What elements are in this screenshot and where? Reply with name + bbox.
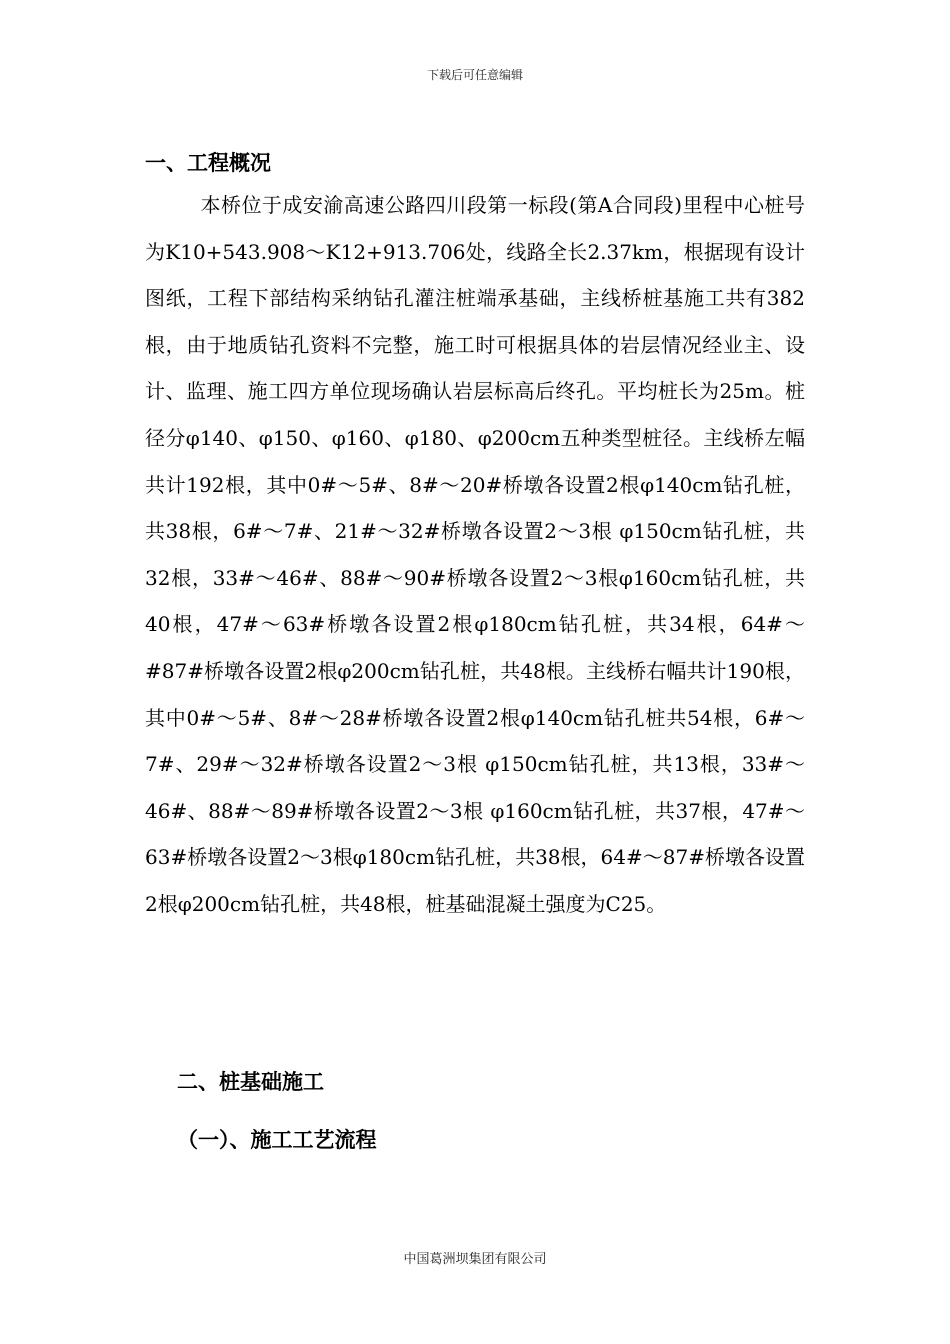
section-heading-pile-foundation: 二、桩基础施工 [177,1070,324,1094]
overview-paragraph [145,182,805,928]
section-heading-overview: 一、工程概况 [145,151,271,175]
overview-paragraph-text: 本桥位于成安渝高速公路四川段第一标段(第A合同段)里程中心桩号为K10+543.908～K12+913.706处，线路全长2.37km，根据现有设计图纸，工程下部结构采纳钻孔灌注桩端承基础，主线桥桩基施工共有382根，由于地质钻孔资料不完整，施工时可根据具体的岩层情况经业主、设计、监理、施工四方单位现场确认岩层标高后终孔。平均桩长为25m。桩径分φ140、φ150、φ160、φ180、φ200cm五种类型桩径。主线桥左幅共计192根，其中0#～5#、8#～20#桥墩各设置2根φ140cm钻孔桩，共38根，6#～7#、21#～32#桥墩各设置2～3根 φ150cm钻孔桩，共32根，33#～46#、88#～90#桥墩各设置2～3根φ160cm钻孔桩，共40根，47#～63#桥墩各设置2根φ180cm钻孔桩，共34根，64#～#87#桥墩各设置2根φ200cm钻孔桩，共48根。主线桥右幅共计190根，其中0#～5#、8#～28#桥墩各设置2根φ140cm钻孔桩共54根，6#～7#、29#～32#桥墩各设置2～3根 φ150cm钻孔桩，共13根，33#～46#、88#～89#桥墩各设置2～3根 φ160cm钻孔桩，共37根，47#～63#桥墩各设置2～3根φ180cm钻孔桩，共38根，64#～87#桥墩各设置2根φ200cm钻孔桩，共48根，桩基础混凝土强度为C25。 [145,193,805,916]
footer-note: 中国葛洲坝集团有限公司 [403,1252,547,1267]
header-note: 下载后可任意编辑 [426,68,523,82]
subsection-heading-process-flow: （一）、施工工艺流程 [177,1128,377,1152]
